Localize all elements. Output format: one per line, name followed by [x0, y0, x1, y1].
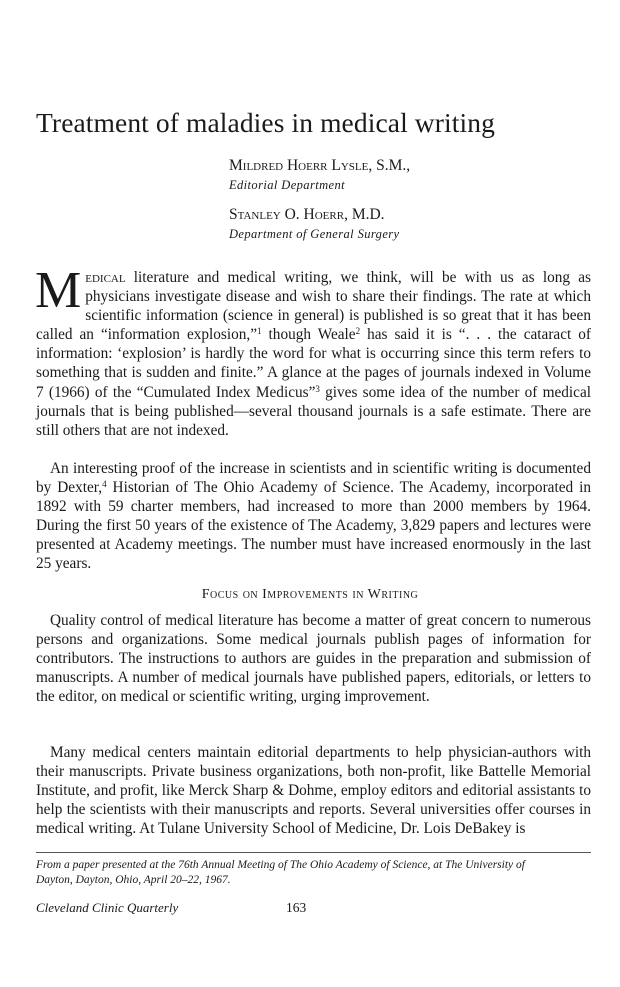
paragraph-intro: [35, 262, 591, 440]
article-title: Treatment of maladies in medical writing: [36, 107, 495, 138]
author-department: Department of General Surgery: [229, 227, 400, 241]
footnote-marker: 4: [102, 479, 107, 490]
paragraph-text: gives some idea of the number of medical journals that is being published—several thousand journals is a safe estimate. There are still others that are not indexed.: [36, 383, 591, 439]
footnote-marker: 2: [355, 326, 361, 337]
footnote-marker: 1: [257, 326, 262, 337]
paragraph-text: Historian of The Ohio Academy of Science. The Academy, incorporated in 1892 with 59 charter members, had increased to more than 2000 members by 1964. During the first 50 years of the existence of The Academy, 3,829 papers and lectures were presented at Academy meetings. The number must have increased enormously in the last 25 years.: [36, 479, 591, 573]
paragraph: Quality control of medical literature has become a matter of great concern to numerous persons and organizations. Some medical journals publish pages of information for contributors. The instructions to authors are guides in the preparation and submission of manuscripts. A number of medical journals have published papers, editorials, or letters to the editor, on medical or scientific writing, urging improvement.: [36, 612, 591, 706]
paragraph: [36, 459, 591, 574]
section-heading: Focus on Improvements in Writing: [201, 587, 419, 602]
author-name: Mildred Hoerr Lysle, S.M.,: [229, 157, 411, 174]
author-spacer: [229, 194, 599, 205]
author-block: [229, 156, 599, 243]
footnote-divider: [36, 852, 591, 853]
paragraph-text: has said it is “. . . the cataract of information: ‘explosion’ is hardly the word for what is occurring since this term refers to something that is sudden and finite.” A glance at the pages of journals indexed in Volume 7 (1966) of the “Cumulated Index Medicus”: [36, 326, 591, 401]
journal-name: Cleveland Clinic Quarterly: [36, 900, 179, 915]
paragraph-text: An interesting proof of the increase in scientists and in scientific writing is documented by Dexter,: [36, 460, 591, 497]
lead-word: edical: [85, 269, 126, 286]
paragraph: Many medical centers maintain editorial departments to help physician-authors with their manuscripts. Private business organizations, both non-profit, like Battelle Memorial Institute, and profit, like Merck Sharp & Dohme, employ editors and editorial assistants to help the scientists with their manuscripts and reports. Several universities offer courses in medical writing. At Tulane University School of Medicine, Dr. Lois DeBakey is: [36, 744, 591, 838]
author-department: Editorial Department: [229, 178, 345, 192]
footnote: From a paper presented at the 76th Annual Meeting of The Ohio Academy of Science, at The University of Dayton, Dayton, Ohio, April 20–22, 1967.: [36, 859, 525, 886]
paragraph-text: though Weale: [261, 326, 356, 344]
footnote-marker: 3: [315, 383, 320, 394]
paragraph-text: literature and medical writing, we think, will be with us as long as physicians investigate disease and wish to share their findings. The rate at which scientific information (science in general) is published is so great that it has been called an “information explosion,”: [36, 269, 591, 344]
author-name: Stanley O. Hoerr, M.D.: [229, 206, 385, 223]
drop-cap: M: [35, 262, 82, 319]
page-number: 163: [286, 900, 307, 915]
